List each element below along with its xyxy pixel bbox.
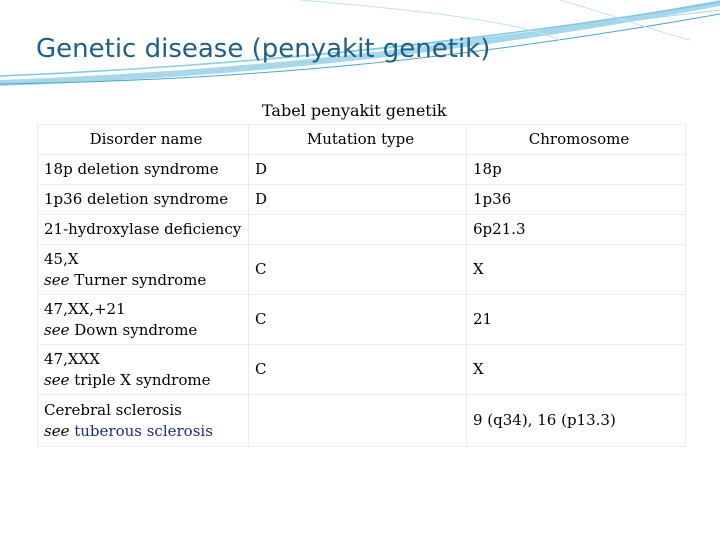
mutation-type [249, 215, 467, 245]
chromosome: 18p [467, 155, 686, 185]
mutation-type: C [249, 295, 467, 345]
see-prefix: see [44, 320, 70, 339]
table-row [38, 245, 686, 295]
table-caption: Tabel penyakit genetik [262, 101, 447, 120]
see-prefix: see [44, 421, 70, 440]
see-target: Down syndrome [74, 320, 198, 339]
table-row [38, 295, 686, 345]
genetic-disease-table [37, 124, 686, 447]
mutation-type: C [249, 245, 467, 295]
slide-title: Genetic disease (penyakit genetik) [36, 34, 491, 64]
mutation-type: C [249, 345, 467, 395]
table-row [38, 185, 686, 215]
table-row [38, 155, 686, 185]
disorder-name: 47,XX,+21 [44, 299, 126, 318]
header-chromosome: Chromosome [467, 125, 686, 155]
table-header-row [38, 125, 686, 155]
see-target: Turner syndrome [74, 270, 207, 289]
mutation-type: D [249, 185, 467, 215]
table-row [38, 215, 686, 245]
chromosome: X [467, 345, 686, 395]
see-target: triple X syndrome [74, 370, 211, 389]
chromosome: 1p36 [467, 185, 686, 215]
table-row [38, 345, 686, 395]
disorder-name-cell [38, 245, 249, 295]
disorder-name: Cerebral sclerosis [44, 400, 182, 419]
mutation-type: D [249, 155, 467, 185]
see-prefix: see [44, 270, 70, 289]
disorder-name: 18p deletion syndrome [38, 155, 249, 185]
disorder-name: 1p36 deletion syndrome [38, 185, 249, 215]
chromosome: 9 (q34), 16 (p13.3) [467, 395, 686, 447]
see-prefix: see [44, 370, 70, 389]
disorder-name: 45,X [44, 249, 79, 268]
see-target-link[interactable]: tuberous sclerosis [74, 421, 213, 440]
disorder-name-cell [38, 395, 249, 447]
chromosome: X [467, 245, 686, 295]
table-row [38, 395, 686, 447]
chromosome: 21 [467, 295, 686, 345]
mutation-type [249, 395, 467, 447]
disorder-name: 47,XXX [44, 349, 100, 368]
header-disorder-name: Disorder name [38, 125, 249, 155]
header-mutation-type: Mutation type [249, 125, 467, 155]
disorder-name-cell [38, 345, 249, 395]
disorder-name: 21-hydroxylase deficiency [38, 215, 249, 245]
chromosome: 6p21.3 [467, 215, 686, 245]
disorder-name-cell [38, 295, 249, 345]
